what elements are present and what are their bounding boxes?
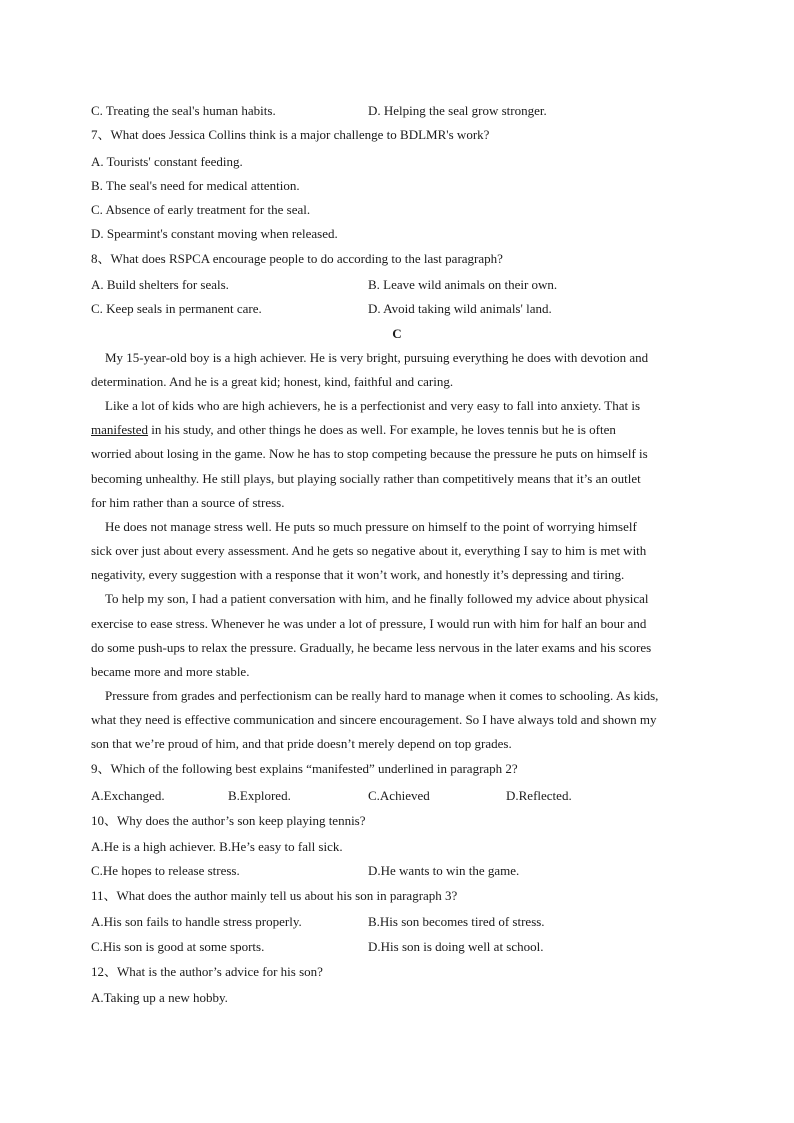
passage-line: sick over just about every assessment. And he gets so negative about it, everything I say to him is met with bbox=[91, 543, 647, 558]
passage-line: Pressure from grades and perfectionism can be really hard to manage when it comes to schooling. As kids, bbox=[105, 688, 659, 703]
q7-option-b: B. The seal's need for medical attention. bbox=[91, 178, 300, 193]
passage-line: To help my son, I had a patient conversation with him, and he finally followed my advice about physical bbox=[105, 591, 649, 606]
q9-option-a: A.Exchanged. bbox=[91, 788, 165, 803]
q8-question: 8、What does RSPCA encourage people to do according to the last paragraph? bbox=[91, 251, 503, 266]
passage-line: for him rather than a source of stress. bbox=[91, 495, 285, 510]
passage-line-with-underline bbox=[91, 422, 616, 438]
q6-option-d: D. Helping the seal grow stronger. bbox=[368, 103, 547, 118]
q11-option-c: C.His son is good at some sports. bbox=[91, 939, 265, 954]
q11-option-a: A.His son fails to handle stress properly. bbox=[91, 914, 302, 929]
q9-question: 9、Which of the following best explains “manifested” underlined in paragraph 2? bbox=[91, 761, 518, 776]
passage-line-text: in his study, and other things he does as well. For example, he loves tennis but he is often bbox=[151, 422, 616, 437]
section-c-heading: C bbox=[392, 326, 402, 341]
q12-question: 12、What is the author’s advice for his son? bbox=[91, 964, 323, 979]
q8-option-b: B. Leave wild animals on their own. bbox=[368, 277, 558, 292]
q7-option-c: C. Absence of early treatment for the seal. bbox=[91, 202, 311, 217]
q7-option-d: D. Spearmint's constant moving when released. bbox=[91, 226, 338, 241]
q6-option-c: C. Treating the seal's human habits. bbox=[91, 103, 276, 118]
passage-line: becoming unhealthy. He still plays, but playing socially rather than competitively means that it’s an outlet bbox=[91, 471, 641, 486]
q9-option-b: B.Explored. bbox=[228, 788, 291, 803]
passage-line: what they need is effective communication and sincere encouragement. So I have always told and shown my bbox=[91, 712, 657, 727]
q11-question: 11、What does the author mainly tell us about his son in paragraph 3? bbox=[91, 888, 458, 903]
q11-option-b: B.His son becomes tired of stress. bbox=[368, 914, 545, 929]
q8-option-a: A. Build shelters for seals. bbox=[91, 277, 229, 292]
q8-option-c: C. Keep seals in permanent care. bbox=[91, 301, 262, 316]
q12-option-a: A.Taking up a new hobby. bbox=[91, 990, 228, 1005]
q7-question: 7、What does Jessica Collins think is a major challenge to BDLMR's work? bbox=[91, 127, 490, 142]
q10-option-d: D.He wants to win the game. bbox=[368, 863, 520, 878]
passage-line: Like a lot of kids who are high achievers, he is a perfectionist and very easy to fall into anxiety. That is bbox=[105, 398, 641, 413]
q9-option-c: C.Achieved bbox=[368, 788, 430, 803]
underlined-word-manifested: manifested bbox=[91, 422, 149, 437]
q10-option-c: C.He hopes to release stress. bbox=[91, 863, 240, 878]
passage-line: son that we’re proud of him, and that pride doesn’t merely depend on top grades. bbox=[91, 736, 512, 751]
passage-line: do some push-ups to relax the pressure. Gradually, he became less nervous in the later exams and his scores bbox=[91, 640, 652, 655]
passage-line: negativity, every suggestion with a response that it won’t work, and honestly it’s depressing and tiring. bbox=[91, 567, 625, 582]
q10-question: 10、Why does the author’s son keep playing tennis? bbox=[91, 813, 366, 828]
passage-line: He does not manage stress well. He puts so much pressure on himself to the point of worrying himself bbox=[105, 519, 637, 534]
passage-line: exercise to ease stress. Whenever he was under a lot of pressure, I would run with him for half an bour and bbox=[91, 616, 647, 631]
q9-option-d: D.Reflected. bbox=[506, 788, 572, 803]
passage-line: became more and more stable. bbox=[91, 664, 250, 679]
q10-options-ab: A.He is a high achiever. B.He’s easy to fall sick. bbox=[91, 839, 343, 854]
passage-line: My 15-year-old boy is a high achiever. He is very bright, pursuing everything he does with devotion and bbox=[105, 350, 649, 365]
passage-line: worried about losing in the game. Now he has to stop competing because the pressure he puts on himself is bbox=[91, 446, 648, 461]
q11-option-d: D.His son is doing well at school. bbox=[368, 939, 544, 954]
passage-line: determination. And he is a great kid; honest, kind, faithful and caring. bbox=[91, 374, 454, 389]
q7-option-a: A. Tourists' constant feeding. bbox=[91, 154, 243, 169]
q8-option-d: D. Avoid taking wild animals' land. bbox=[368, 301, 552, 316]
